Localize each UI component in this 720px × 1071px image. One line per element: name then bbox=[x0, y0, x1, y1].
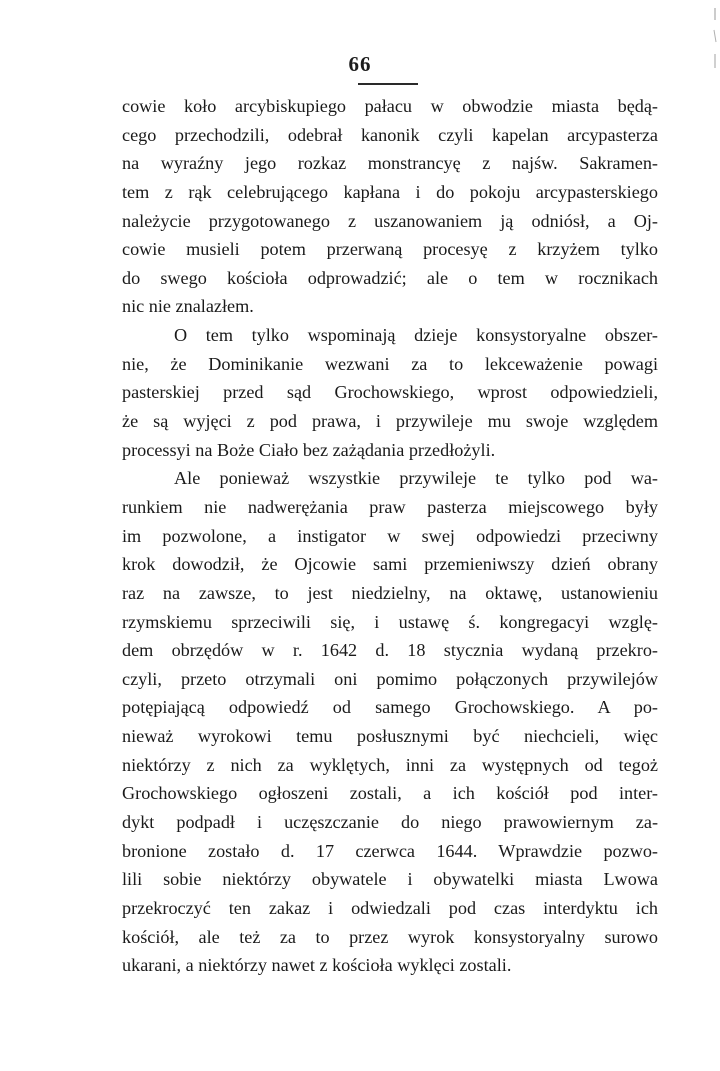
text-line: dykt podpadł i uczęszczanie do niego prawowiernym za- bbox=[122, 812, 658, 833]
text-line: Ale ponieważ wszystkie przywileje te tylko pod wa- bbox=[174, 468, 658, 489]
text-line: pasterskiej przed sąd Grochowskiego, wprost odpowiedzieli, bbox=[122, 382, 658, 403]
text-line: lili sobie niektórzy obywatele i obywatelki miasta Lwowa bbox=[122, 869, 658, 890]
text-line: nieważ wyrokowi temu posłusznymi być niechcieli, więc bbox=[122, 726, 658, 747]
page-number: 66 bbox=[348, 52, 372, 76]
text-line: im pozwolone, a instigator w swej odpowiedzi przeciwny bbox=[122, 525, 658, 546]
edge-scan-mark bbox=[712, 8, 718, 78]
text-line: rzymskiemu sprzeciwili się, i ustawę ś. kongregacyi wzglę- bbox=[122, 611, 658, 632]
text-line: bronione zostało d. 17 czerwca 1644. Wprawdzie pozwo- bbox=[122, 840, 658, 861]
text-line: na wyraźny jego rozkaz monstrancyę z najśw. Sakramen- bbox=[122, 153, 658, 174]
text-line: przekroczyć ten zakaz i odwiedzali pod czas interdyktu ich bbox=[122, 897, 658, 918]
text-line: runkiem nie nadwerężania praw pasterza miejscowego były bbox=[122, 496, 658, 517]
text-line: raz na zawsze, to jest niedzielny, na oktawę, ustanowieniu bbox=[122, 582, 658, 603]
text-line: cowie musieli potem przerwaną procesyę z krzyżem tylko bbox=[122, 239, 658, 260]
text-line: dem obrzędów w r. 1642 d. 18 stycznia wydaną przekro- bbox=[122, 640, 658, 661]
text-line: niektórzy z nich za wyklętych, inni za występnych od tegoż bbox=[122, 754, 658, 775]
text-line: cowie koło arcybiskupiego pałacu w obwodzie miasta będą- bbox=[122, 96, 658, 116]
text-line: potępiającą odpowiedź od samego Grochowskiego. A po- bbox=[122, 697, 658, 718]
text-line: processyi na Boże Ciało bez zażądania przedłożyli. bbox=[122, 439, 496, 460]
page-number-rule bbox=[358, 83, 418, 85]
text-line: krok dowodził, że Ojcowie sami przemieniwszy dzień obrany bbox=[122, 554, 658, 575]
text-line: O tem tylko wspominają dzieje konsystoryalne obszer- bbox=[174, 325, 658, 346]
text-line: nie, że Dominikanie wezwani za to lekceważenie powagi bbox=[122, 353, 658, 374]
text-line: tem z rąk celebrującego kapłana i do pokoju arcypasterskiego bbox=[122, 181, 658, 202]
text-line: nic nie znalazłem. bbox=[122, 296, 254, 317]
text-line: że są wyjęci z pod prawa, i przywileje mu swoje względem bbox=[122, 411, 658, 432]
text-line: cego przechodzili, odebrał kanonik czyli kapelan arcypasterza bbox=[122, 124, 658, 145]
text-line: należycie przygotowanego z uszanowaniem ją odniósł, a Oj- bbox=[122, 210, 658, 231]
text-line: czyli, przeto otrzymali oni pomimo połączonych przywilejów bbox=[122, 668, 658, 689]
text-line: ukarani, a niektórzy nawet z kościoła wyklęci zostali. bbox=[122, 955, 512, 976]
body-text bbox=[122, 92, 658, 980]
text-line: Grochowskiego ogłoszeni zostali, a ich kościół pod inter- bbox=[122, 783, 658, 804]
text-line: do swego kościoła odprowadzić; ale o tem w rocznikach bbox=[122, 267, 658, 288]
text-line: kościół, ale też za to przez wyrok konsystoryalny surowo bbox=[122, 926, 658, 947]
